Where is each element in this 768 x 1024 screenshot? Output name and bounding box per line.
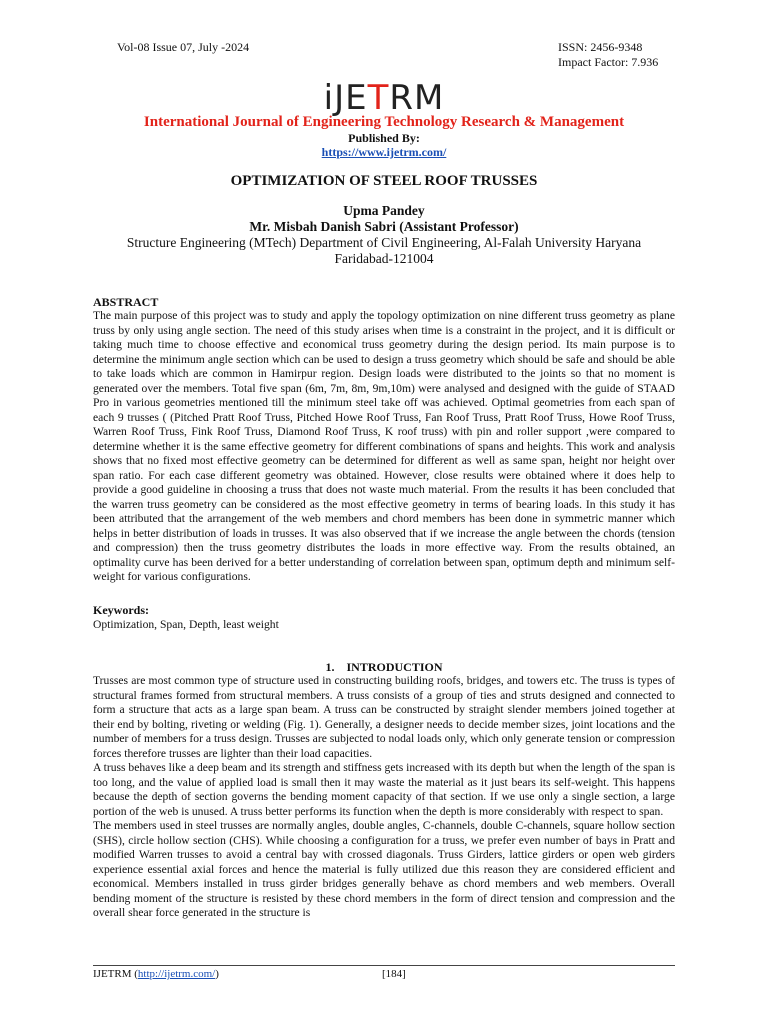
impact-factor: Impact Factor: 7.936 bbox=[558, 55, 659, 69]
journal-name: International Journal of Engineering Technology Research & Management bbox=[143, 114, 625, 130]
affiliation-line-2: Faridabad-121004 bbox=[334, 251, 434, 266]
abstract-text: The main purpose of this project was to study and apply the topology optimization on nine different truss geometry as plane truss by only using angle section. The need of this study arises when time is a constraint in the project, and it is difficult or taking much time to choose effective and economical truss geometry during the design period. Its main purpose is to determine the minimum angle section which can be used to design a truss geometry which should be safe and should be able to take loads which are common in Hamirpur region. Design loads were distributed to the joints so that no moment is generated over the members. Total five span (6m, 7m, 8m, 9m,10m) were analysed and designed with the guide of STAAD Pro in various geometries mentioned till the minimum steel take off was achieved. Optimal geometries from each span of each 9 trusses ( (Pitched Pratt Roof Truss, Pitched Howe Roof Truss, Fan Roof Truss, Pratt Roof Truss, Howe Roof Truss, Warren Roof Truss, Fink Roof Truss, Diamond Roof Truss, K roof truss) with pin and roller support ,were compared to determine whether it is the same effective geometry for different combinations of spans and heights. This work and analysis shows that no fixed most effective geometry can be determined for different as well as same span, height nor height over span ratio. For each case different geometry was obtained. However, close results were obtained where it does help to provide a good guideline in choosing a truss that does not waste much material. From the results it has been concluded that the warren truss geometry can be considered as the most effective geometry in terms of bearing loads. In this study it has been attributed that the arrangement of the web members and chord members has been done in symmetric manner which helps in better distribution of loads in trusses. It was also observed that if we increase the angle between the chords (tension and compression) then the truss geometry distributes the loads in more effective way. From the results obtained, an optimality curve has been derived for a better understanding of correlation between span, optimum depth and minimum self-weight for various configurations. bbox=[93, 309, 675, 583]
footer-divider bbox=[93, 965, 675, 966]
keywords-text: Optimization, Span, Depth, least weight bbox=[93, 618, 279, 631]
author-1: Upma Pandey bbox=[343, 203, 425, 218]
intro-paragraph-3: The members used in steel trusses are normally angles, double angles, C-channels, double C-channels, square hollow section (SHS), circle hollow section (CHS). While choosing a configuration for a truss, we prefer even number of bays in Pratt and modified Warren trusses to avoid a central bay with crossed diagonals. Truss Girders, lattice girders or open web girders experience essential axial forces and hence the material is fully utilized due this reason they are considered efficient and economical. Members installed in truss girder bridges generally behave as chord members and web members. Overall bending moment of the structure is resisted by these chord members in the form of direct tension and compression and the overall shear force generated in the structure is bbox=[93, 819, 675, 919]
issn: ISSN: 2456-9348 bbox=[558, 40, 643, 54]
logo-red-letter: T bbox=[367, 78, 390, 118]
footer-journal bbox=[93, 968, 219, 980]
logo-prefix: iJE bbox=[323, 78, 368, 118]
paper-title: OPTIMIZATION OF STEEL ROOF TRUSSES bbox=[230, 173, 538, 189]
affiliation-line-1: Structure Engineering (MTech) Department of Civil Engineering, Al-Falah University Haryana bbox=[126, 235, 642, 250]
issn-block bbox=[558, 40, 658, 70]
footer-prefix: IJETRM ( bbox=[93, 968, 138, 980]
keywords-heading: Keywords: bbox=[93, 603, 149, 617]
footer-link[interactable]: http://ijetrm.com/ bbox=[137, 968, 216, 980]
author-2: Mr. Misbah Danish Sabri (Assistant Professor) bbox=[249, 219, 519, 234]
journal-logo bbox=[0, 80, 768, 116]
abstract-heading: ABSTRACT bbox=[93, 295, 159, 309]
logo-suffix: RM bbox=[389, 78, 445, 118]
introduction-body bbox=[93, 674, 675, 921]
intro-paragraph-2: A truss behaves like a deep beam and its strength and stiffness gets increased with its depth but when the length of the span is too long, and the value of applied load is small then it may waste the material as it just bears its self-weight. This happens because the depth of section governs the bending moment capacity of that section. If we use only a single section, a large portion of the web is unused. A truss better performs its function when the depth is more considerably with respect to span. bbox=[93, 761, 675, 818]
page-number: [184] bbox=[382, 968, 406, 980]
introduction-heading: 1. INTRODUCTION bbox=[325, 660, 443, 674]
issue-info: Vol-08 Issue 07, July -2024 bbox=[117, 40, 250, 54]
journal-url-link[interactable]: https://www.ijetrm.com/ bbox=[321, 145, 447, 159]
intro-paragraph-1: Trusses are most common type of structure used in constructing building roofs, bridges, and towers etc. The truss is types of structural frames formed from structural members. A truss consists of a group of ties and struts designed and connected to form a structure that acts as a large span beam. A truss can be constructed by straight slender members joined together at their end by bolting, riveting or welding (Fig. 1). Generally, a designer needs to decide member sizes, joint locations and the number of members for a truss design. Trusses are subjected to nodal loads only, which only generate tension or compression forces therefore trusses are lighter than their load capacities. bbox=[93, 674, 675, 760]
published-by: Published By: bbox=[348, 131, 420, 145]
footer-suffix: ) bbox=[215, 968, 219, 980]
